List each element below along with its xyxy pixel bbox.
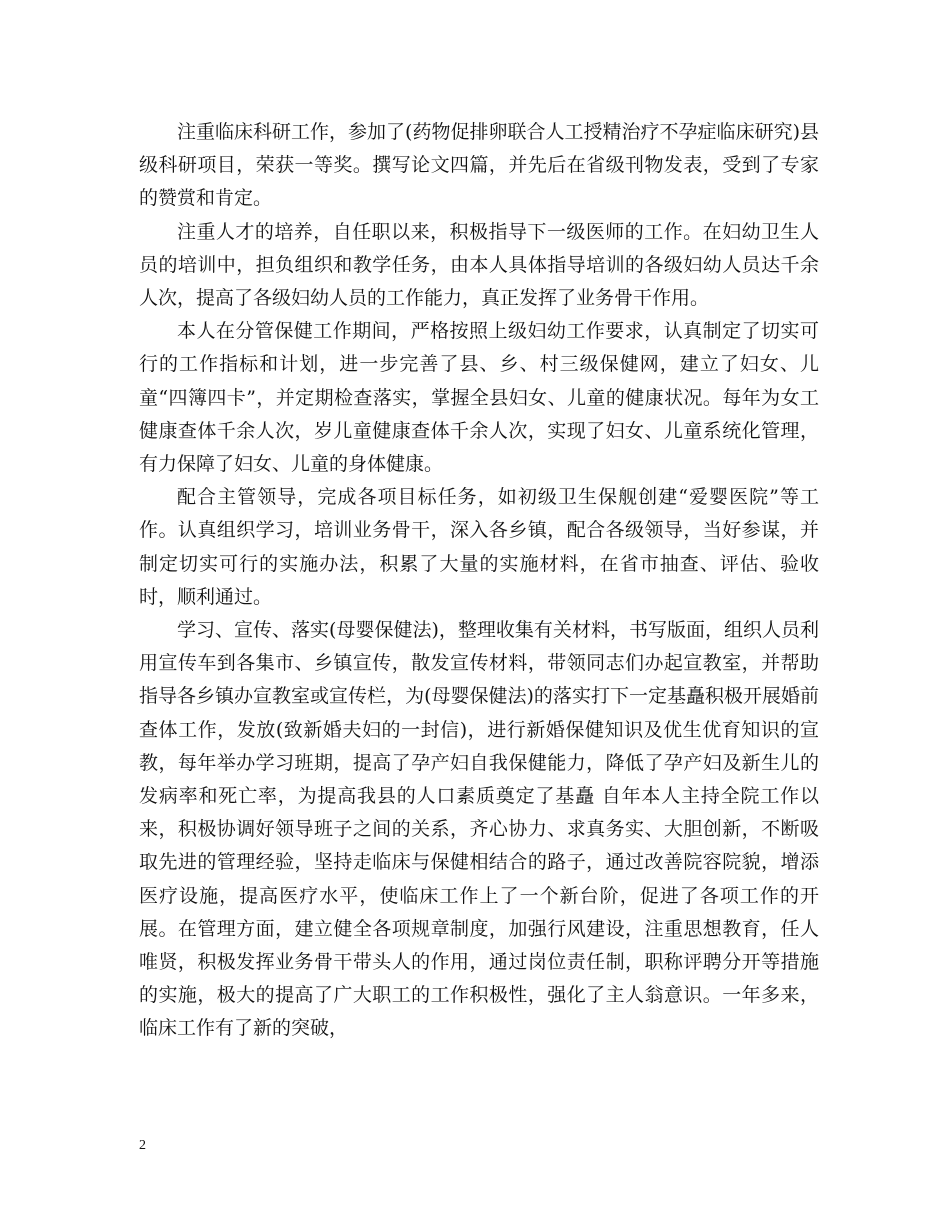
- page-number: 2: [139, 1138, 146, 1153]
- paragraph-publicity-management: 学习、宣传、落实(母婴保健法)，整理收集有关材料，书写版面，组织人员利用宣传车到各集市、乡镇宣传，散发宣传材料，带领同志们办起宣教室，并帮助指导各乡镇办宣教室或宣传栏，为(母婴保健法)的落实打下一定基矗积极开展婚前查体工作，发放(致新婚夫妇的一封信)，进行新婚保健知识及优生优育知识的宣教，每年举办学习班期，提高了孕产妇自我保健能力，降低了孕产妇及新生儿的发病率和死亡率，为提高我县的人口素质奠定了基矗 自年本人主持全院工作以来，积极协调好领导班子之间的关系，齐心协力、求真务实、大胆创新，不断吸取先进的管理经验，坚持走临床与保健相结合的路子，通过改善院容院貌，增添医疗设施，提高医疗水平，使临床工作上了一个新台阶，促进了各项工作的开展。在管理方面，建立健全各项规章制度，加强行风建设，注重思想教育，任人唯贤，积极发挥业务骨干带头人的作用，通过岗位责任制，职称评聘分开等措施的实施，极大的提高了广大职工的工作积极性，强化了主人翁意识。一年多来，临床工作有了新的突破，: [139, 619, 819, 1040]
- document-body: [139, 116, 819, 1046]
- paragraph-research: 注重临床科研工作，参加了(药物促排卵联合人工授精治疗不孕症临床研究)县级科研项目，荣获一等奖。撰写论文四篇，并先后在省级刊物发表，受到了专家的赞赏和肯定。: [139, 121, 819, 210]
- paragraph-healthcare: 本人在分管保健工作期间，严格按照上级妇幼工作要求，认真制定了切实可行的工作指标和计划，进一步完善了县、乡、村三级保健网，建立了妇女、儿童“四簿四卡”，并定期检查落实，掌握全县妇女、儿童的健康状况。每年为女工健康查体千余人次，岁儿童健康查体千余人次，实现了妇女、儿童系统化管理，有力保障了妇女、儿童的身体健康。: [139, 320, 819, 476]
- paragraph-training: 注重人才的培养，自任职以来，积极指导下一级医师的工作。在妇幼卫生人员的培训中，担负组织和教学任务，由本人具体指导培训的各级妇幼人员达千余人次，提高了各级妇幼人员的工作能力，真正发挥了业务骨干作用。: [139, 220, 819, 310]
- paragraph-cooperation: 配合主管领导，完成各项目标任务，如初级卫生保舰创建“爱婴医院”等工作。认真组织学习，培训业务骨干，深入各乡镇，配合各级领导，当好参谋，并制定切实可行的实施办法，积累了大量的实施材料，在省市抽查、评估、验收时，顺利通过。: [139, 486, 819, 608]
